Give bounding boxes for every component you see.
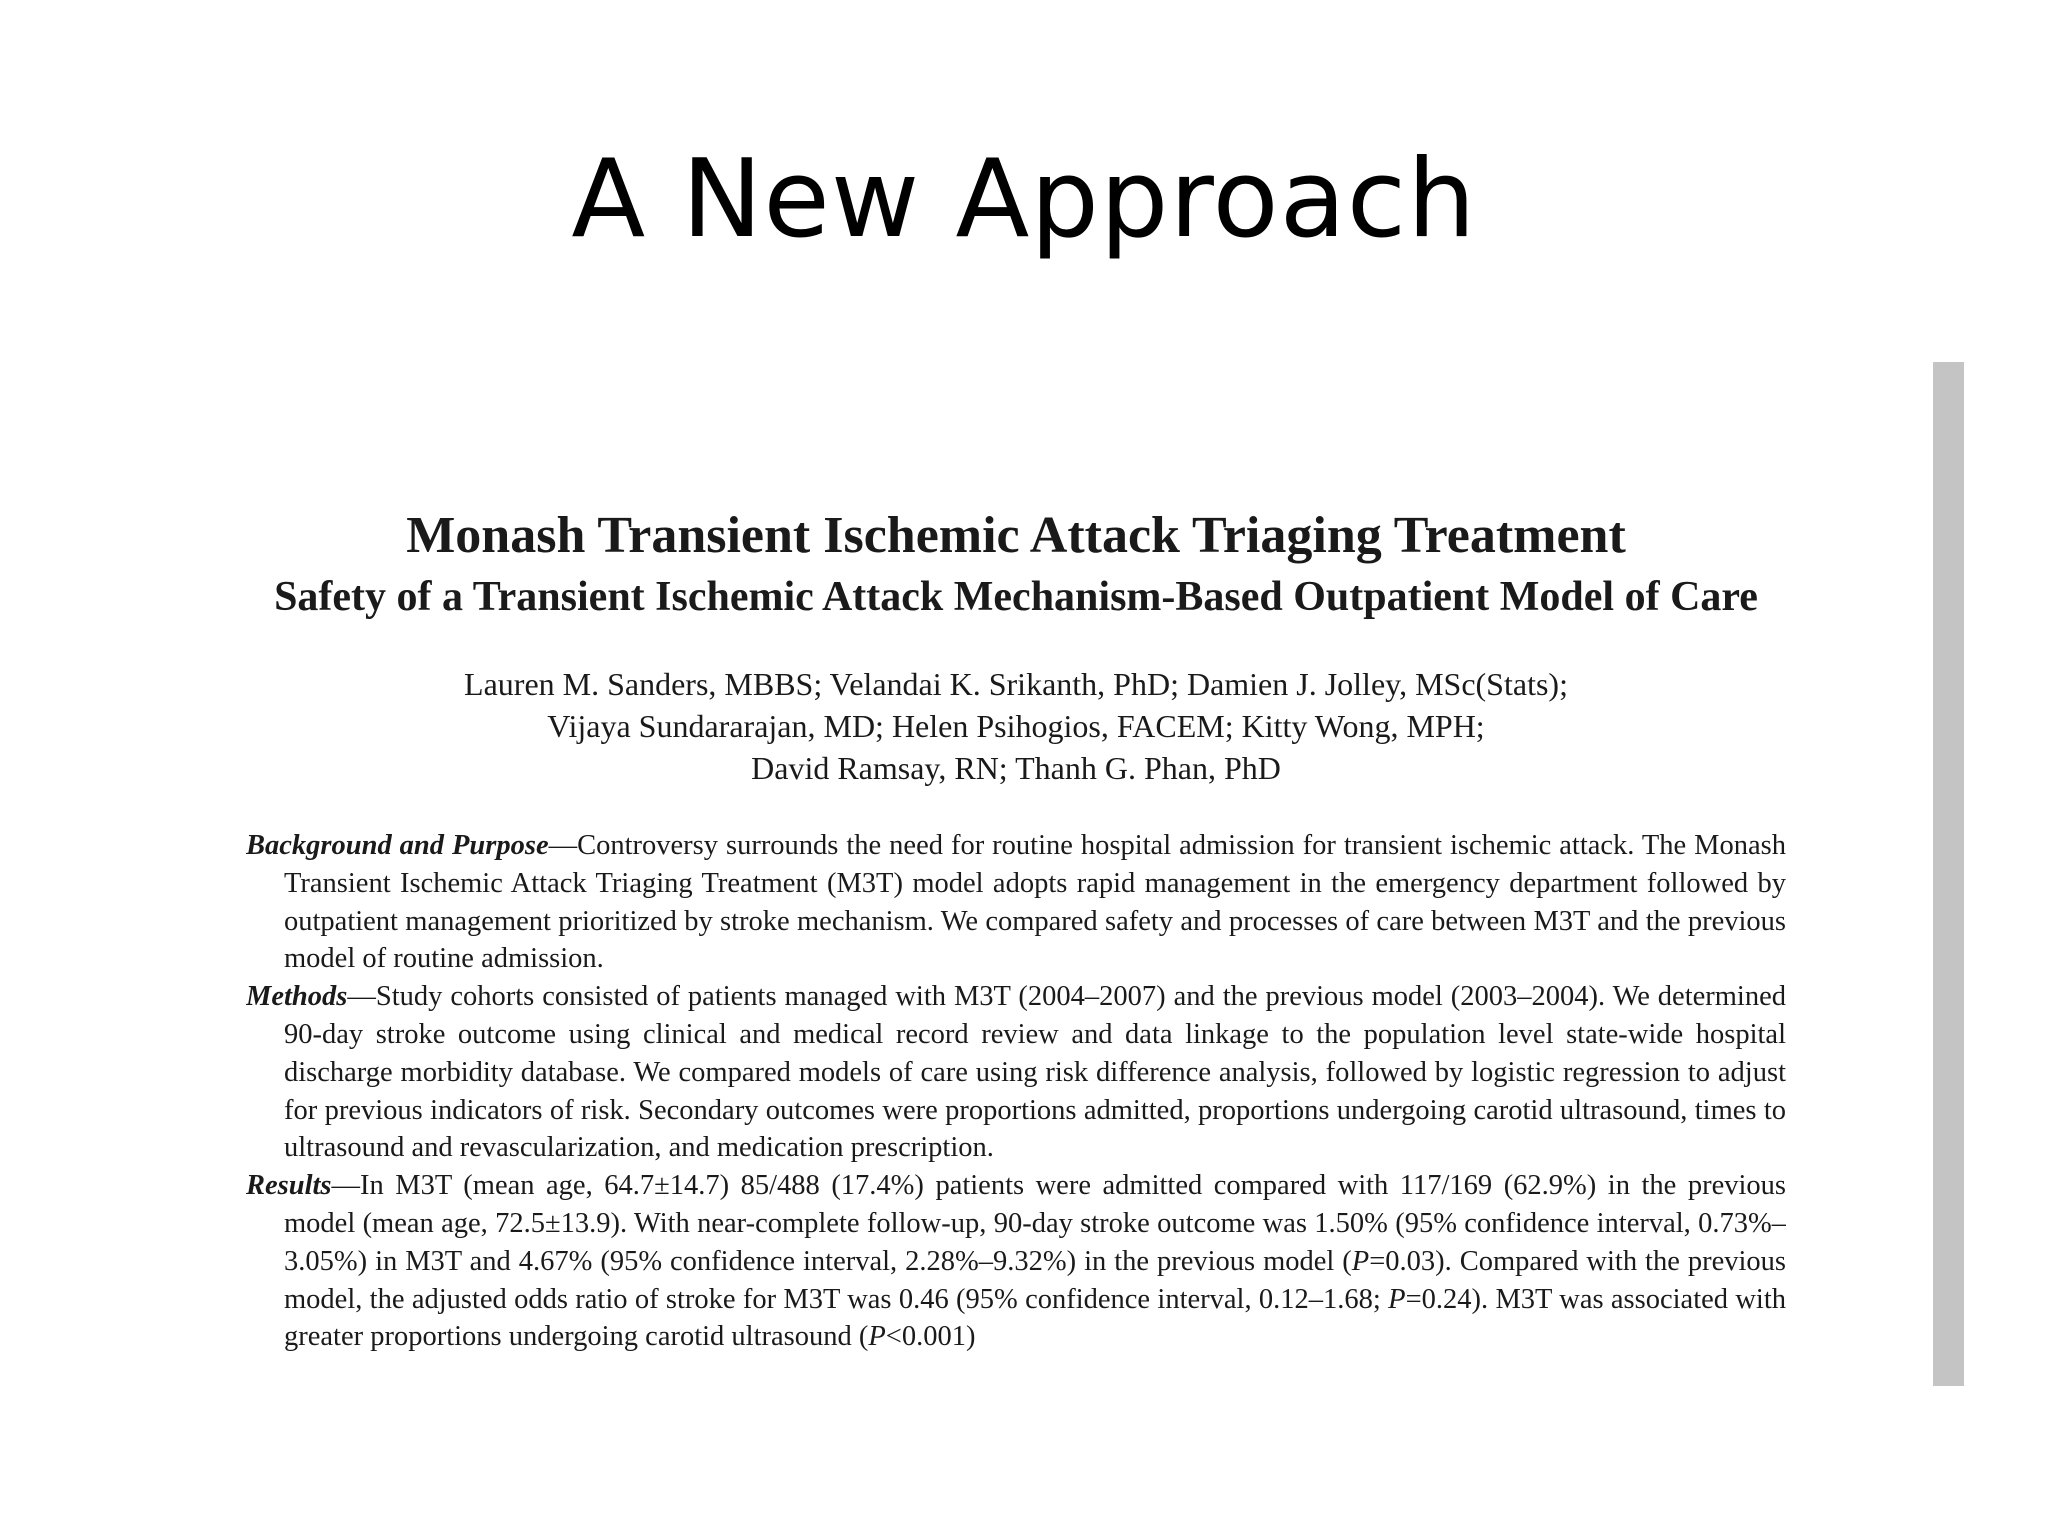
abstract-results — [246, 1167, 1786, 1356]
abstract-text: —In M3T (mean age, 64.7±14.7) 85/488 (17.4%) patients were admitted compared with 117/169 (62.9%) in the previous model (mean age, 72.5±13.9). With near-complete follow-up, 90-day stroke outcome was 1.50% (95% confidence interval, 0.73%–3.05%) in M3T and 4.67% (95% confidence interval, 2.28%–9.32%) in the previous model ( — [284, 1170, 1786, 1277]
abstract-text: =0.03). Compared with the previous model, the adjusted odds ratio of stroke for M3T was 0.46 (95% confidence interval, 0.12–1.68; — [284, 1245, 1786, 1315]
abstract-text: —Controversy surrounds the need for routine hospital admission for transient ischemic attack. The Monash Transient Ischemic Attack Triaging Treatment (M3T) model adopts rapid management in the emergency department followed by outpatient management prioritized by stroke mechanism. We compared safety and processes of care between M3T and the previous model of routine admission. — [284, 830, 1786, 975]
vertical-scrollbar[interactable] — [1933, 362, 1964, 1386]
abstract — [246, 827, 1786, 1356]
author-line: Vijaya Sundararajan, MD; Helen Psihogios, FACEM; Kitty Wong, MPH; — [547, 708, 1485, 744]
abstract-heading: Background and Purpose — [246, 830, 549, 861]
paper-title: Monash Transient Ischemic Attack Triaging Treatment — [406, 507, 1626, 564]
p-value-symbol: P — [1388, 1283, 1406, 1315]
abstract-background — [246, 827, 1786, 978]
author-list — [246, 663, 1786, 789]
paper-excerpt — [246, 495, 1786, 1386]
abstract-heading: Results — [246, 1170, 332, 1202]
slide-title: A New Approach — [571, 137, 1477, 262]
abstract-text: <0.001) — [885, 1321, 976, 1353]
abstract-methods — [246, 978, 1786, 1167]
p-value-symbol: P — [1351, 1245, 1370, 1277]
abstract-heading: Methods — [246, 981, 348, 1013]
abstract-text: —Study cohorts consisted of patients managed with M3T (2004–2007) and the previous model (2003–2004). We determined 90-day stroke outcome using clinical and medical record review and data linkage to the population level state-wide hospital discharge morbidity database. We compared models of care using risk difference analysis, followed by logistic regression to adjust for previous indicators of risk. Secondary outcomes were proportions admitted, proportions undergoing carotid ultrasound, times to ultrasound and revascularization, and medication prescription. — [284, 981, 1786, 1164]
p-value-symbol: P — [868, 1321, 886, 1353]
paper-subtitle: Safety of a Transient Ischemic Attack Mechanism-Based Outpatient Model of Care — [274, 574, 1758, 620]
author-line: David Ramsay, RN; Thanh G. Phan, PhD — [751, 750, 1281, 786]
author-line: Lauren M. Sanders, MBBS; Velandai K. Srikanth, PhD; Damien J. Jolley, MSc(Stats); — [464, 666, 1568, 702]
abstract-text: =0.24). M3T was associated with greater proportions undergoing carotid ultrasound ( — [284, 1283, 1786, 1353]
